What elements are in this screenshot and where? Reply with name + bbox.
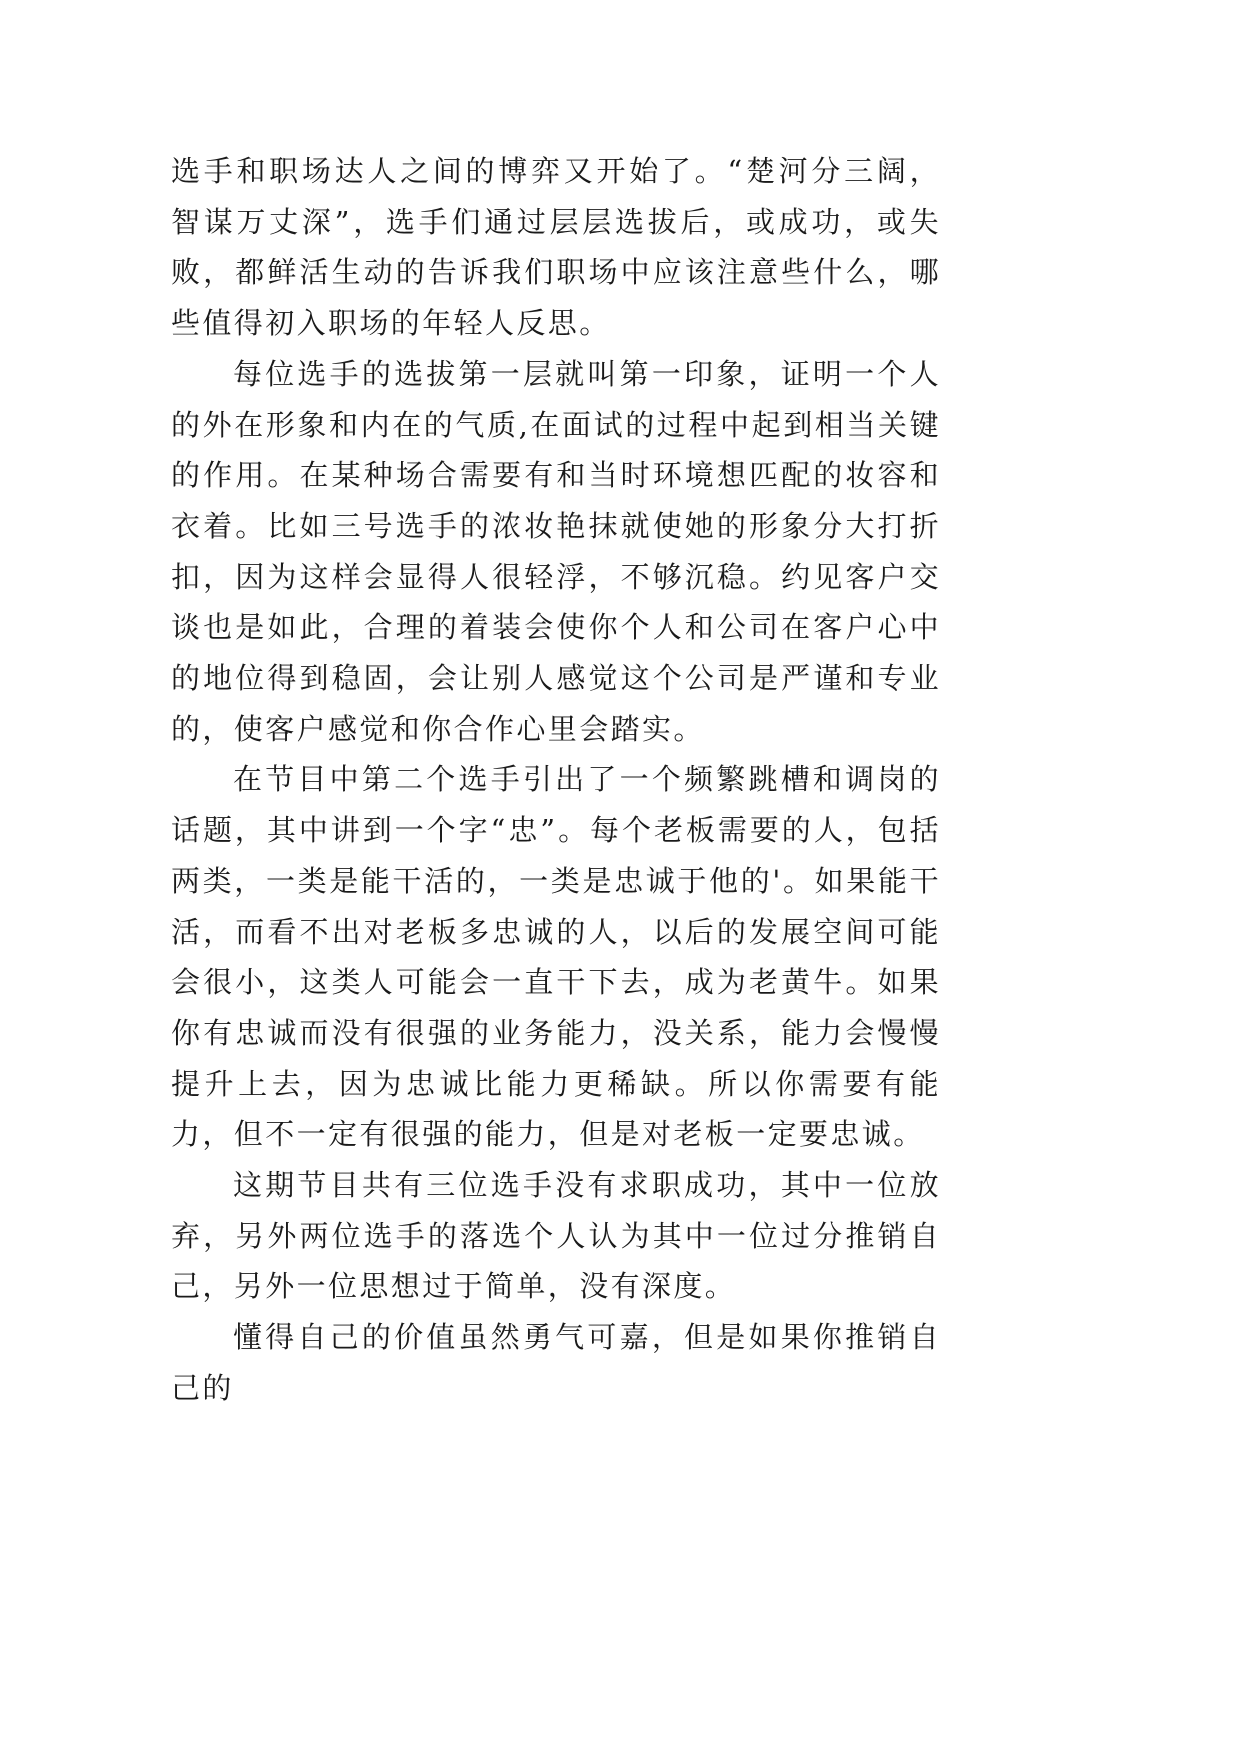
document-body — [171, 146, 941, 1414]
paragraph-self-value: 懂得自己的价值虽然勇气可嘉，但是如果你推销自己的 — [171, 1320, 941, 1405]
paragraph-failed-candidates: 这期节目共有三位选手没有求职成功，其中一位放弃，另外两位选手的落选个人认为其中一位过分推销自己，另外一位思想过于简单，没有深度。 — [171, 1168, 941, 1304]
paragraph-first-impression: 每位选手的选拔第一层就叫第一印象，证明一个人的外在形象和内在的气质,在面试的过程中起到相当关键的作用。在某种场合需要有和当时环境想匹配的妆容和衣着。比如三号选手的浓妆艳抹就使她的形象分大打折扣，因为这样会显得人很轻浮，不够沉稳。约见客户交谈也是如此，合理的着装会使你个人和公司在客户心中的地位得到稳固，会让别人感觉这个公司是严谨和专业的，使客户感觉和你合作心里会踏实。 — [171, 356, 941, 746]
paragraph-loyalty: 在节目中第二个选手引出了一个频繁跳槽和调岗的话题，其中讲到一个字“忠”。每个老板需要的人，包括两类，一类是能干活的，一类是忠诚于他的'。如果能干活，而看不出对老板多忠诚的人，以后的发展空间可能会很小，这类人可能会一直干下去，成为老黄牛。如果你有忠诚而没有很强的业务能力，没关系，能力会慢慢提升上去，因为忠诚比能力更稀缺。所以你需要有能力，但不一定有很强的能力，但是对老板一定要忠诚。 — [171, 762, 941, 1152]
paragraph-continuation: 选手和职场达人之间的博弈又开始了。“楚河分三阔，智谋万丈深”，选手们通过层层选拔后，或成功，或失败，都鲜活生动的告诉我们职场中应该注意些什么，哪些值得初入职场的年轻人反思。 — [171, 154, 941, 341]
